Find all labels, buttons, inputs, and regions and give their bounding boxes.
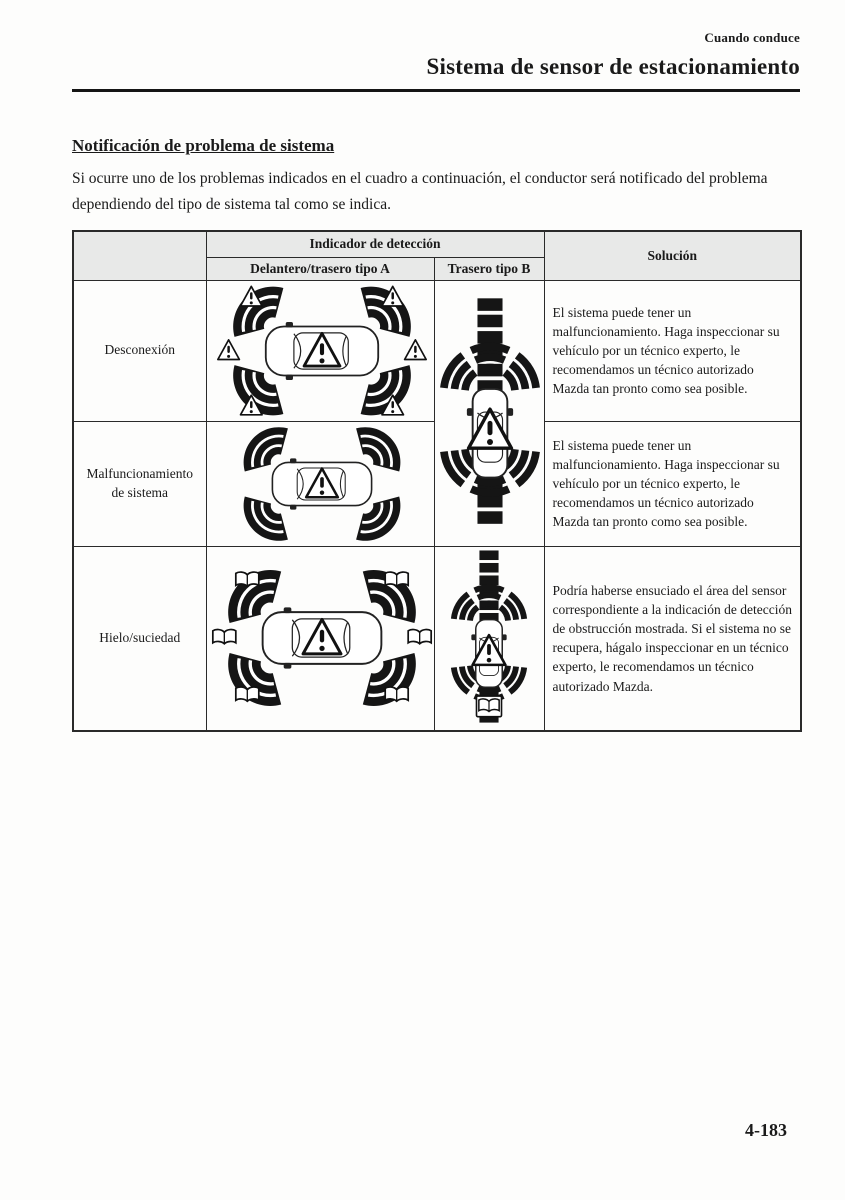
header-detection-indicator: Indicador de detección	[206, 231, 544, 257]
book-icon	[385, 572, 408, 586]
diagram-type-a-disconnection	[206, 280, 434, 421]
solution-text: El sistema puede tener un malfuncionamiento. Haga inspeccionar su vehículo por un técnico experto, le recomendamos un técnico autorizado Mazda tan pronto como sea posible.	[544, 280, 801, 421]
diagram-type-a-ice-dirt	[206, 546, 434, 731]
car-sensor-diagram	[209, 424, 435, 544]
title-divider	[72, 89, 800, 92]
intro-paragraph: Si ocurre uno de los problemas indicados en el cuadro a continuación, el conductor será notificado del problema dependiendo del tipo de sistema tal como se indica.	[72, 170, 768, 214]
problem-label: Malfuncionamiento de sistema	[73, 421, 206, 546]
diagram-type-b-ice-dirt	[434, 546, 544, 731]
page-title: Sistema de sensor de estacionamiento	[426, 54, 800, 79]
book-icon	[408, 630, 431, 644]
solution-text: Podría haberse ensuciado el área del sensor correspondiente a la indicación de detección de obstrucción mostrada. Si el sistema no se recupera, hágalo inspeccionar en un técnico experto, le recomendamos un técnico autorizado Mazda.	[544, 546, 801, 731]
solution-text: El sistema puede tener un malfuncionamiento. Haga inspeccionar su vehículo por un técnico experto, le recomendamos un técnico autorizado Mazda tan pronto como sea posible.	[544, 421, 801, 546]
chapter-label: Cuando conduce	[704, 30, 800, 45]
diagram-type-a-malfunction	[206, 421, 434, 546]
section-heading: Notificación de problema de sistema	[72, 136, 335, 155]
car-sensor-diagram	[209, 283, 435, 419]
rear-sensor-diagram	[437, 549, 541, 727]
header-type-b: Trasero tipo B	[434, 257, 544, 280]
book-icon	[385, 687, 408, 701]
header-solution: Solución	[544, 231, 801, 280]
warning-triangle-icon	[404, 339, 426, 359]
book-icon	[479, 699, 499, 712]
table-row-disconnection	[73, 280, 801, 421]
problem-label: Hielo/suciedad	[73, 546, 206, 731]
book-icon	[235, 687, 258, 701]
table-corner-cell	[73, 231, 206, 280]
rear-sensor-diagram	[437, 285, 543, 541]
page-header	[72, 30, 800, 92]
book-icon	[235, 572, 258, 586]
problem-label: Desconexión	[73, 280, 206, 421]
problem-notification-table	[72, 230, 802, 732]
book-icon	[212, 630, 235, 644]
table-row-ice-dirt	[73, 546, 801, 731]
warning-triangle-icon	[217, 339, 239, 359]
page-number: 4-183	[745, 1120, 787, 1140]
header-type-a: Delantero/trasero tipo A	[206, 257, 434, 280]
car-sensor-diagram	[209, 558, 435, 718]
diagram-type-b-disconnection-malfunction	[434, 280, 544, 546]
